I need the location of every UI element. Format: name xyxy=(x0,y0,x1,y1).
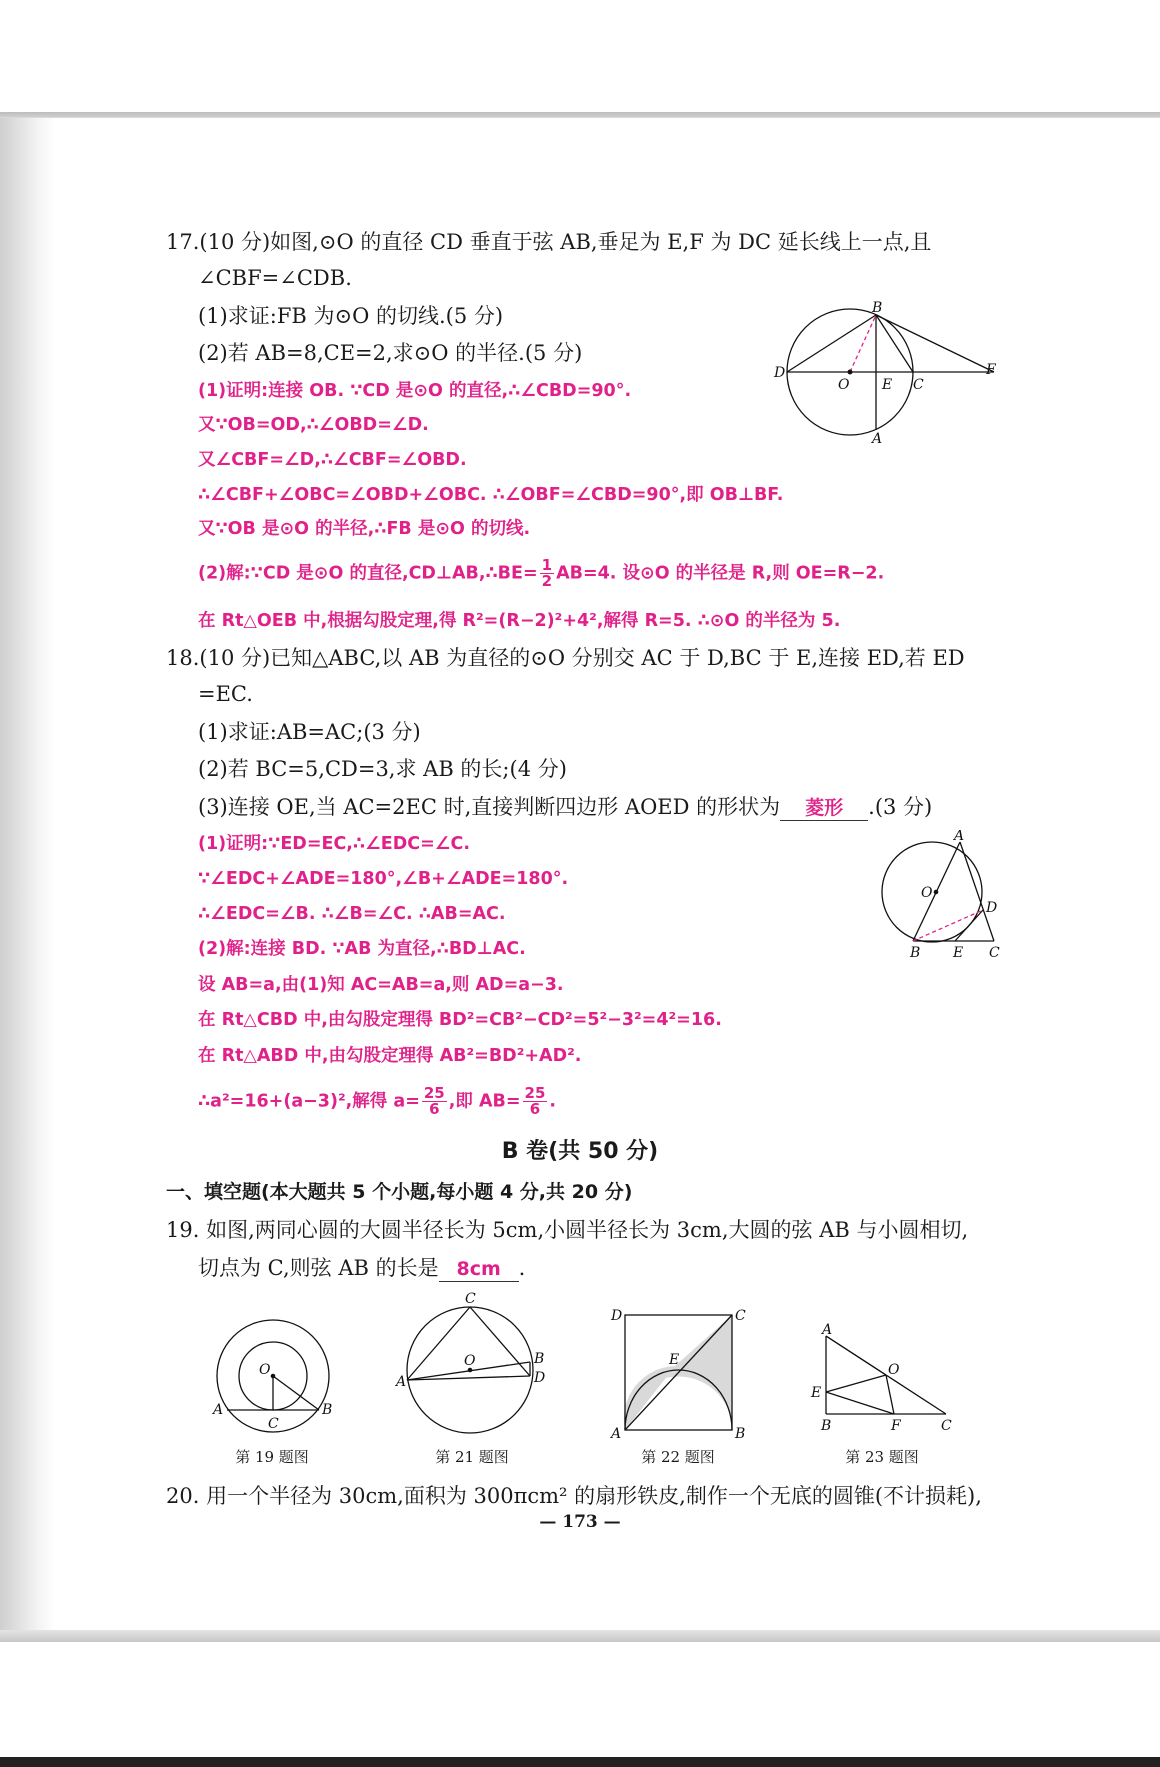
q19-stem-line1: 19. 如图,两同心圆的大圆半径长为 5cm,小圆半径长为 3cm,大圆的弦 AB 与小圆相切, xyxy=(166,1218,969,1242)
q18-answer-line6: 在 Rt△CBD 中,由勾股定理得 BD²=CB²−CD²=5²−3²=4²=16. xyxy=(198,1010,722,1030)
fig21-caption: 第 21 题图 xyxy=(435,1448,509,1466)
q19-stem-line2-pre: 切点为 C,则弦 AB 的长是 xyxy=(198,1256,439,1280)
fraction-denominator: 2 xyxy=(541,572,553,590)
q17-label-B: B xyxy=(872,300,883,316)
fig19-label-O: O xyxy=(259,1362,271,1378)
q18-answer-line2: ∵∠EDC+∠ADE=180°,∠B+∠ADE=180°. xyxy=(198,869,569,889)
q17-stem-line1: 17.(10 分)如图,⊙O 的直径 CD 垂直于弦 AB,垂足为 E,F 为 DC 延长线上一点,且 xyxy=(166,230,932,254)
q17-label-A: A xyxy=(872,431,883,445)
fraction xyxy=(523,1086,548,1117)
fig22-label-B: B xyxy=(735,1426,746,1442)
q17-answer-line3: 又∠CBF=∠D,∴∠CBF=∠OBD. xyxy=(198,450,467,470)
fig22-label-D: D xyxy=(611,1308,623,1324)
fig22-svg xyxy=(603,1302,753,1442)
fig23-caption: 第 23 题图 xyxy=(845,1448,919,1466)
fig23-label-A: A xyxy=(822,1322,833,1338)
q17-part1: (1)求证:FB 为⊙O 的切线.(5 分) xyxy=(198,304,504,328)
q17-answer-line1: (1)证明:连接 OB. ∵CD 是⊙O 的直径,∴∠CBD=90°. xyxy=(198,381,632,401)
q18-figure-svg xyxy=(880,830,1010,960)
fig22-caption: 第 22 题图 xyxy=(641,1448,715,1466)
fig19-label-C: C xyxy=(268,1416,279,1432)
q18-label-A: A xyxy=(954,830,965,844)
fig22 xyxy=(603,1302,753,1442)
q17-answer-line2: 又∵OB=OD,∴∠OBD=∠D. xyxy=(198,415,429,435)
q17-answer-line4: ∴∠CBF+∠OBC=∠OBD+∠OBC. ∴∠OBF=∠CBD=90°,即 OB⊥BF. xyxy=(198,485,784,505)
q18-part3 xyxy=(198,793,932,821)
fraction xyxy=(540,558,554,589)
q17-label-O: O xyxy=(838,377,850,393)
q19-stem-line2 xyxy=(198,1254,525,1282)
q19-stem-line2-post: . xyxy=(518,1256,526,1280)
fraction-numerator: 25 xyxy=(524,1084,546,1102)
q18-label-B: B xyxy=(910,945,921,960)
page-left-shadow xyxy=(0,118,55,1638)
q18-label-O: O xyxy=(921,885,933,901)
fig23-label-E: E xyxy=(811,1385,822,1401)
fig22-label-E: E xyxy=(669,1352,680,1368)
q18-answer-line8-post: . xyxy=(549,1091,557,1112)
q18-part1: (1)求证:AB=AC;(3 分) xyxy=(198,720,421,744)
fig19 xyxy=(205,1310,340,1435)
fig19-caption: 第 19 题图 xyxy=(235,1448,309,1466)
section-b-title: B 卷(共 50 分) xyxy=(501,1139,659,1164)
q17-stem-line2: ∠CBF=∠CDB. xyxy=(198,266,352,290)
q18-part2: (2)若 BC=5,CD=3,求 AB 的长;(4 分) xyxy=(198,757,567,781)
q18-answer-line5: 设 AB=a,由(1)知 AC=AB=a,则 AD=a−3. xyxy=(198,975,564,995)
fraction-denominator: 6 xyxy=(429,1100,440,1118)
q18-answer-line1: (1)证明:∵ED=EC,∴∠EDC=∠C. xyxy=(198,834,470,854)
section-b-part1-heading: 一、填空题(本大题共 5 个小题,每小题 4 分,共 20 分) xyxy=(166,1181,633,1203)
fig23-label-B: B xyxy=(821,1418,832,1434)
fraction-numerator: 1 xyxy=(541,556,553,574)
q18-answer-line3: ∴∠EDC=∠B. ∴∠B=∠C. ∴AB=AC. xyxy=(198,904,506,924)
q17-answer-line7: 在 Rt△OEB 中,根据勾股定理,得 R²=(R−2)²+4²,解得 R=5. ∴⊙O 的半径为 5. xyxy=(198,611,841,631)
fig21-label-O: O xyxy=(464,1353,476,1369)
q18-answer-line8-mid: ,即 AB= xyxy=(448,1091,521,1112)
fig23 xyxy=(808,1320,958,1440)
q18-part3-answer: 菱形 xyxy=(780,796,868,821)
q20-stem-line1: 20. 用一个半径为 30cm,面积为 300πcm² 的扇形铁皮,制作一个无底的圆锥(不计损耗), xyxy=(166,1484,982,1508)
q17-label-F: F xyxy=(986,362,996,378)
fig21 xyxy=(392,1290,552,1440)
fraction-denominator: 6 xyxy=(529,1100,541,1118)
q17-part2: (2)若 AB=8,CE=2,求⊙O 的半径.(5 分) xyxy=(198,341,583,365)
fraction xyxy=(422,1086,447,1117)
q17-label-C: C xyxy=(913,377,924,393)
q17-answer-line6 xyxy=(198,558,884,589)
q18-answer-line7: 在 Rt△ABD 中,由勾股定理得 AB²=BD²+AD². xyxy=(198,1046,582,1066)
q17-label-E: E xyxy=(882,377,893,393)
q19-answer: 8cm xyxy=(439,1257,519,1282)
fig23-label-F: F xyxy=(891,1418,901,1434)
fig19-svg xyxy=(205,1310,340,1435)
screen-bottom-bar xyxy=(0,1757,1160,1767)
q17-label-D: D xyxy=(774,365,786,381)
fig23-svg xyxy=(808,1320,958,1440)
q18-label-C: C xyxy=(989,945,1000,960)
fig21-svg xyxy=(392,1290,552,1440)
fig21-label-B: B xyxy=(534,1351,545,1367)
q18-part3-post: .(3 分) xyxy=(868,795,933,819)
q17-answer-line5: 又∵OB 是⊙O 的半径,∴FB 是⊙O 的切线. xyxy=(198,519,531,539)
fig21-label-A: A xyxy=(396,1374,407,1390)
q18-part3-pre: (3)连接 OE,当 AC=2EC 时,直接判断四边形 AOED 的形状为 xyxy=(198,795,781,819)
q18-answer-line8 xyxy=(198,1086,556,1117)
q18-answer-line8-pre: ∴a²=16+(a−3)²,解得 a= xyxy=(198,1091,420,1112)
q18-stem-line1: 18.(10 分)已知△ABC,以 AB 为直径的⊙O 分别交 AC 于 D,BC 于 E,连接 ED,若 ED xyxy=(166,646,965,670)
q17-answer-line6-pre: (2)解:∵CD 是⊙O 的直径,CD⊥AB,∴BE= xyxy=(198,563,538,584)
page-number: — 173 — xyxy=(539,1512,621,1532)
fig19-label-A: A xyxy=(213,1402,224,1418)
q18-figure xyxy=(880,830,1010,960)
q18-answer-line4: (2)解:连接 BD. ∵AB 为直径,∴BD⊥AC. xyxy=(198,939,526,959)
page-bottom-shadow xyxy=(0,1630,1160,1642)
fraction-numerator: 25 xyxy=(423,1084,445,1102)
q17-figure-svg xyxy=(772,300,1002,445)
q18-label-E: E xyxy=(953,945,964,960)
fig21-label-D: D xyxy=(534,1370,546,1386)
fig22-label-A: A xyxy=(611,1426,622,1442)
fig23-label-O: O xyxy=(888,1362,900,1378)
q17-answer-line6-post: AB=4. 设⊙O 的半径是 R,则 OE=R−2. xyxy=(556,563,885,584)
fig23-label-C: C xyxy=(941,1418,952,1434)
q17-figure xyxy=(772,300,1002,445)
q18-stem-line2: =EC. xyxy=(198,682,253,706)
fig21-label-C: C xyxy=(465,1291,476,1307)
fig19-label-B: B xyxy=(322,1402,333,1418)
fig22-label-C: C xyxy=(735,1308,746,1324)
q18-label-D: D xyxy=(986,900,998,916)
